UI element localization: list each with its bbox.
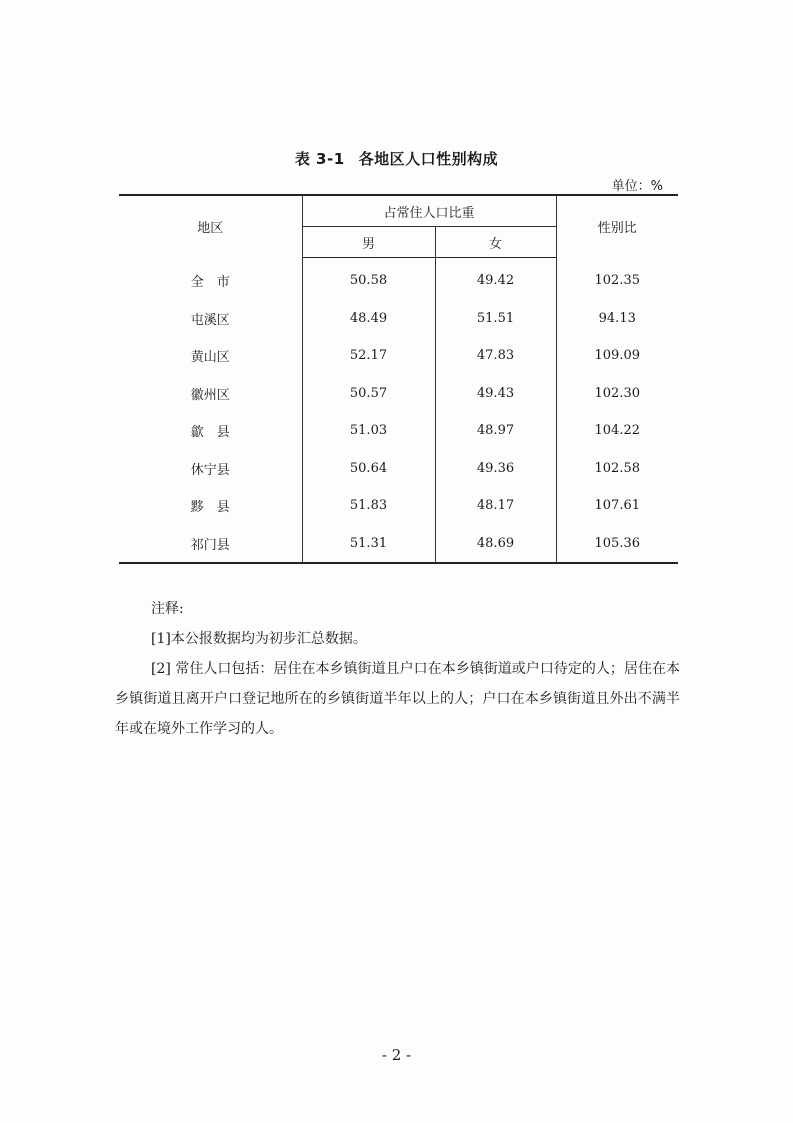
cell-female: 48.97 — [435, 412, 556, 450]
population-sex-table — [119, 194, 678, 564]
cell-region: 休宁县 — [190, 462, 230, 478]
table-row — [119, 300, 678, 338]
note-item-2: [2] 常住人口包括：居住在本乡镇街道且户口在本乡镇街道或户口待定的人；居住在本乡镇街道且离开户口登记地所在的乡镇街道半年以上的人；户口在本乡镇街道且外出不满半年或在境外工作学习的人。 — [115, 661, 680, 737]
table-row — [119, 258, 678, 300]
cell-male: 51.83 — [302, 487, 435, 525]
cell-male: 48.49 — [302, 300, 435, 338]
table-row — [119, 412, 678, 450]
cell-ratio: 107.61 — [556, 487, 678, 525]
cell-region: 歙 县 — [190, 425, 230, 441]
cell-female: 47.83 — [435, 337, 556, 375]
cell-ratio: 102.30 — [556, 375, 678, 413]
cell-ratio: 109.09 — [556, 337, 678, 375]
cell-female: 48.69 — [435, 525, 556, 564]
table-name: 各地区人口性别构成 — [358, 150, 499, 168]
table-row — [119, 337, 678, 375]
cell-male: 50.64 — [302, 450, 435, 488]
table-number: 表 3-1 — [294, 150, 345, 168]
unit-label: 单位：% — [611, 179, 663, 194]
header-region: 地区 — [197, 221, 224, 237]
notes-section — [115, 594, 680, 744]
cell-region: 黄山区 — [190, 350, 230, 366]
page-number: - 2 - — [381, 1046, 412, 1064]
cell-male: 51.03 — [302, 412, 435, 450]
table-row — [119, 450, 678, 488]
cell-ratio: 104.22 — [556, 412, 678, 450]
cell-female: 49.43 — [435, 375, 556, 413]
header-female: 女 — [435, 227, 556, 258]
cell-male: 52.17 — [302, 337, 435, 375]
cell-ratio: 94.13 — [556, 300, 678, 338]
notes-heading: 注释: — [151, 601, 184, 617]
header-ratio: 性别比 — [556, 195, 678, 258]
table-row — [119, 487, 678, 525]
table-title — [0, 148, 793, 169]
header-group: 占常住人口比重 — [302, 195, 556, 227]
cell-region: 全 市 — [190, 275, 230, 290]
header-male: 男 — [302, 227, 435, 258]
cell-ratio: 105.36 — [556, 525, 678, 564]
cell-ratio: 102.35 — [556, 258, 678, 300]
cell-female: 49.36 — [435, 450, 556, 488]
cell-male: 50.57 — [302, 375, 435, 413]
cell-ratio: 102.58 — [556, 450, 678, 488]
cell-female: 51.51 — [435, 300, 556, 338]
table-row — [119, 525, 678, 564]
cell-male: 51.31 — [302, 525, 435, 564]
cell-region: 徽州区 — [190, 387, 230, 403]
cell-region: 祁门县 — [190, 537, 230, 553]
cell-female: 48.17 — [435, 487, 556, 525]
table-row — [119, 375, 678, 413]
cell-female: 49.42 — [435, 258, 556, 300]
cell-male: 50.58 — [302, 258, 435, 300]
cell-region: 黟 县 — [190, 500, 230, 516]
note-item-1: [1]本公报数据均为初步汇总数据。 — [151, 631, 367, 647]
cell-region: 屯溪区 — [190, 312, 230, 328]
